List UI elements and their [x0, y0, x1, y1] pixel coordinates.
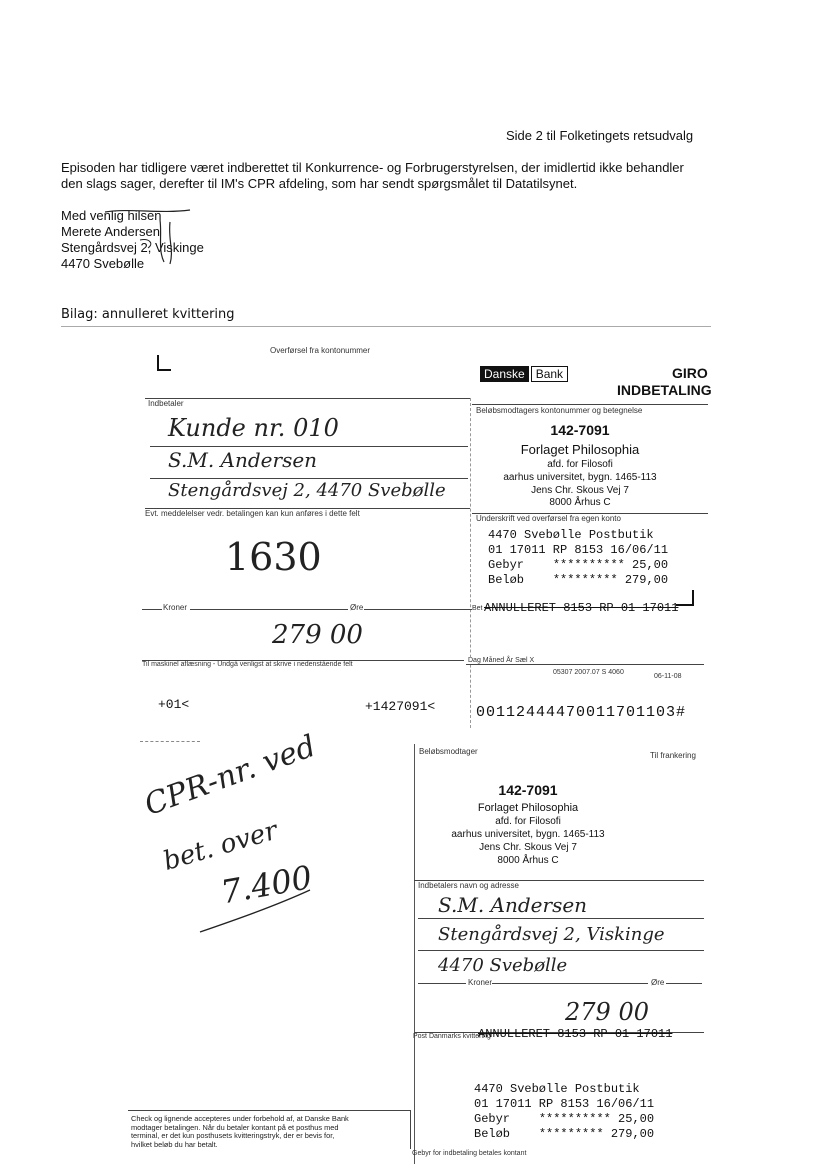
disclaimer-line-2: modtager betalingen. Når du betaler kontant på et posthus med	[131, 1122, 339, 1132]
sender-name: Merete Andersen	[61, 224, 161, 239]
giro-title: GIRO	[672, 365, 708, 381]
hand-message: 1630	[225, 535, 322, 579]
receipt-cancel-stamp: ANNULLERET 8153 RP 01 17011	[478, 1027, 673, 1041]
stamp-fee-value: ********** 25,00	[552, 558, 669, 572]
stamp-fee-label: Gebyr	[488, 558, 525, 572]
receipt-account-number: 142-7091	[498, 782, 558, 798]
sender-city: 4470 Svebølle	[61, 256, 145, 271]
receipt-stamp-line-2: 01 17011 RP 8153 16/06/11	[474, 1097, 655, 1111]
receipt-stamp-amount-value: ********* 279,00	[538, 1127, 655, 1141]
stamp-area-label: Til frankering	[650, 751, 696, 760]
stamp-amount-label: Beløb	[488, 573, 525, 587]
ore-label: Øre	[350, 603, 364, 612]
ocr-code-2: +1427091<	[365, 699, 436, 714]
receipt-ore-label: Øre	[651, 978, 665, 987]
paragraph-line-2: den slags sager, derefter til IM's CPR afdeling, som har sendt spørgsmålet til Datatilsynet.	[61, 176, 578, 191]
annotation-line-3: 7.400	[218, 858, 315, 912]
receipt-hand-city: 4470 Svebølle	[438, 955, 568, 976]
receipt-recipient-dept: afd. for Filosofi	[495, 816, 561, 827]
hand-customer-number: Kunde nr. 010	[168, 414, 339, 442]
machine-reading-label: Til maskinel aflæsning - Undgå venligst at skrive i nedenstående felt	[142, 661, 353, 668]
stamp-line-1: 4470 Svebølle Postbutik	[488, 528, 654, 542]
receipt-recipient-address-2: Jens Chr. Skous Vej 7	[479, 842, 577, 853]
receipt-stamp-fee	[474, 1112, 654, 1127]
recipient-name: Forlaget Philosophia	[520, 442, 640, 457]
receipt-payer-label: Indbetalers navn og adresse	[418, 881, 519, 890]
stamp-line-2: 01 17011 RP 8153 16/06/11	[488, 543, 669, 557]
form-code: 05307 2007.07 S 4060	[553, 669, 624, 676]
receipt-stamp-fee-value: ********** 25,00	[538, 1112, 655, 1126]
hand-payer-address: Stengårdsvej 2, 4470 Svebølle	[168, 480, 446, 501]
giro-postal-stamp	[488, 528, 668, 588]
recipient-label: Beløbsmodtagers kontonummer og betegnelse	[476, 406, 643, 415]
receipt-stamp-fee-label: Gebyr	[474, 1112, 511, 1126]
annotation-underline	[195, 880, 315, 940]
receipt-stamp-amount	[474, 1127, 654, 1142]
recipient-address-1: aarhus universitet, bygn. 1465-113	[503, 472, 657, 483]
annotation-line-2: bet. over	[160, 815, 281, 877]
receipt-recipient-city: 8000 Århus C	[497, 855, 559, 866]
cancel-prefix: Bet	[472, 605, 483, 612]
disclaimer-line-1: Check og lignende accepteres under forbehold af, at Danske Bank	[131, 1114, 349, 1123]
receipt-hand-street: Stengårdsvej 2, Viskinge	[438, 924, 665, 945]
receipt-recipient-address-1: aarhus universitet, bygn. 1465-113	[451, 829, 605, 840]
payer-label: Indbetaler	[148, 399, 184, 408]
receipt-stamp-amount-label: Beløb	[474, 1127, 511, 1141]
stamp-amount	[488, 573, 668, 588]
signature	[100, 200, 210, 270]
disclaimer-line-3: terminal, er det kun posthusets kvitteringstryk, der er bevis for,	[131, 1131, 335, 1140]
stamp-fee	[488, 558, 668, 573]
disclaimer-box	[128, 1110, 411, 1149]
ocr-code-3: 00112444470011701103#	[476, 704, 687, 721]
cancel-stamp: ANNULLERET 8153 RP 01 17011	[484, 601, 679, 615]
transfer-label: Overførsel fra kontonummer	[270, 346, 371, 355]
recipient-address-2: Jens Chr. Skous Vej 7	[531, 485, 629, 496]
receipt-hand-amount: 279 00	[565, 998, 649, 1026]
receipt-recipient-label: Beløbsmodtager	[419, 747, 478, 756]
bottom-fee-note: Gebyr for indbetaling betales kontant	[412, 1150, 527, 1157]
bank-word: Bank	[531, 366, 568, 382]
corner-mark	[157, 355, 171, 371]
annotation-line-1: CPR-nr. ved	[140, 728, 321, 823]
receipt-recipient-name: Forlaget Philosophia	[477, 802, 579, 814]
closing: Med venlig hilsen	[61, 208, 162, 223]
account-number: 142-7091	[550, 422, 610, 438]
receipt-postal-stamp	[474, 1082, 654, 1142]
message-label: Evt. meddelelser vedr. betalingen kan kun anføres i dette felt	[145, 509, 360, 518]
hand-amount: 279 00	[272, 620, 363, 650]
paragraph-line-1: Episoden har tidligere været indberettet til Konkurrence- og Forbrugerstyrelsen, der imidlertid ikke behandler	[61, 160, 684, 175]
stamp-amount-value: ********* 279,00	[552, 573, 669, 587]
post-receipt-label: Post Danmarks kvittering	[413, 1033, 491, 1040]
hand-payer-name: S.M. Andersen	[168, 448, 318, 472]
corner-mark-right	[676, 590, 694, 606]
receipt-stamp-line-1: 4470 Svebølle Postbutik	[474, 1082, 640, 1096]
receipt-kroner-label: Kroner	[468, 978, 493, 987]
signature-label: Underskrift ved overførsel fra egen konto	[476, 514, 621, 523]
recipient-city: 8000 Århus C	[549, 497, 611, 508]
page-reference: Side 2 til Folketingets retsudvalg	[506, 128, 694, 143]
recipient-dept: afd. for Filosofi	[547, 459, 613, 470]
form-date: 06-11-08	[654, 673, 682, 680]
receipt-hand-name: S.M. Andersen	[438, 893, 588, 917]
kroner-label: Kroner	[163, 603, 188, 612]
giro-subtitle: INDBETALING	[617, 382, 712, 398]
sender-street: Stengårdsvej 2, Viskinge	[61, 240, 204, 255]
date-labels: Dag Måned År Sæl X	[468, 657, 535, 664]
disclaimer-line-4: hvilket beløb du har betalt.	[131, 1139, 218, 1149]
danske-bank-logo	[480, 366, 568, 382]
bank-name: Danske	[480, 366, 529, 382]
ocr-code-1: +01<	[158, 697, 190, 712]
attachment-label: Bilag: annulleret kvittering	[61, 307, 235, 322]
